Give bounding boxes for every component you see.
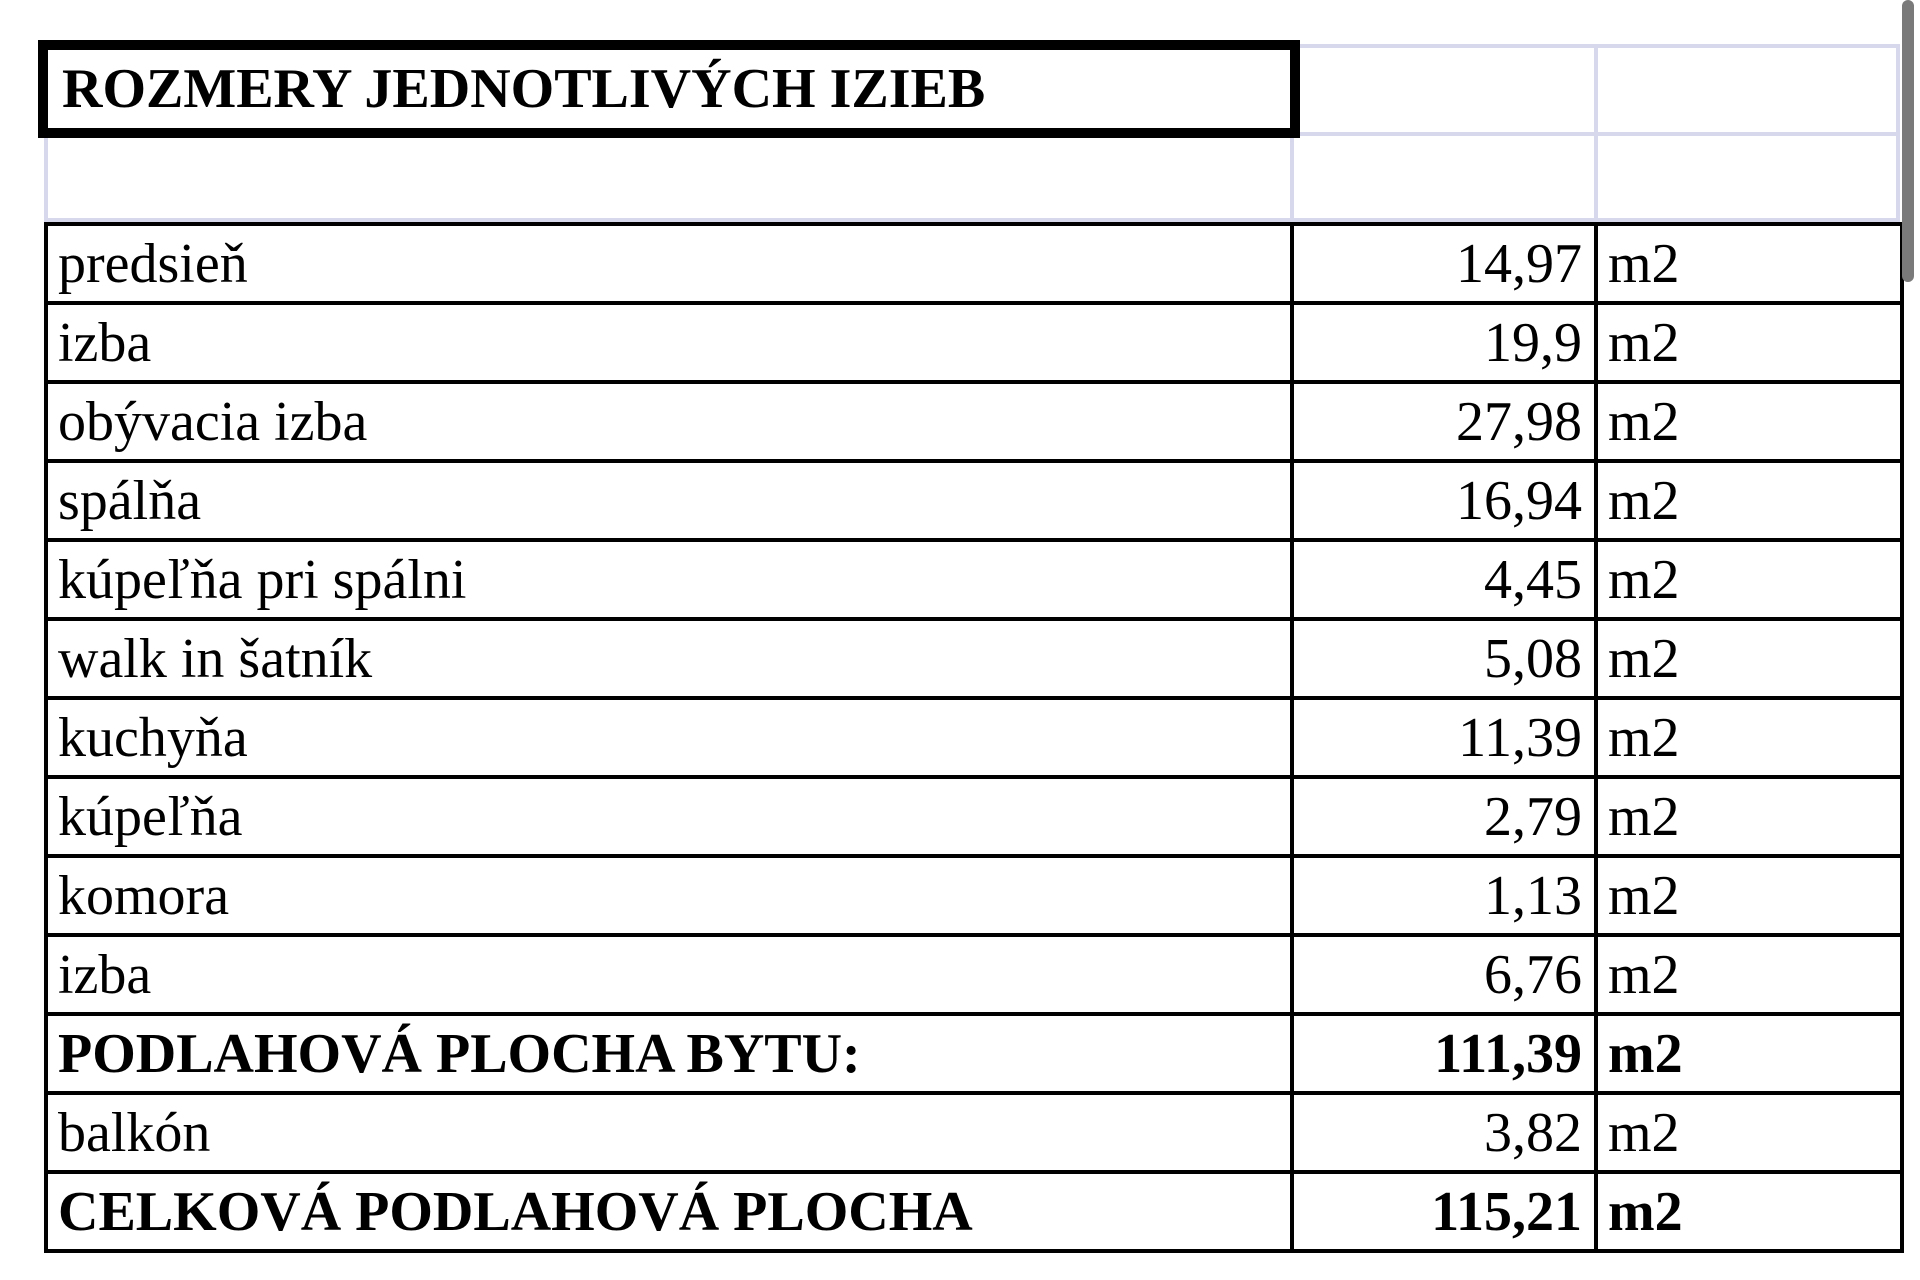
room-name-cell[interactable]: komora — [46, 856, 1292, 935]
unit-cell[interactable]: m2 — [1596, 619, 1902, 698]
room-area-cell[interactable]: 6,76 — [1292, 935, 1596, 1014]
room-name-cell[interactable]: predsieň — [46, 224, 1292, 303]
unit-cell[interactable]: m2 — [1596, 935, 1902, 1014]
table-row — [46, 303, 1902, 382]
room-area-cell[interactable]: 27,98 — [1292, 382, 1596, 461]
total-row — [46, 1172, 1902, 1251]
table-row — [46, 698, 1902, 777]
unit-cell[interactable]: m2 — [1596, 540, 1902, 619]
table-row — [46, 619, 1902, 698]
table-row — [46, 540, 1902, 619]
room-area-cell[interactable]: 3,82 — [1292, 1093, 1596, 1172]
room-name-cell[interactable]: obývacia izba — [46, 382, 1292, 461]
unit-cell[interactable]: m2 — [1596, 1014, 1902, 1093]
unit-cell[interactable]: m2 — [1596, 698, 1902, 777]
unit-cell[interactable]: m2 — [1596, 1172, 1902, 1251]
room-area-cell[interactable]: 2,79 — [1292, 777, 1596, 856]
table-row — [46, 935, 1902, 1014]
room-name-cell[interactable]: walk in šatník — [46, 619, 1292, 698]
unit-cell[interactable]: m2 — [1596, 303, 1902, 382]
table-row — [46, 1093, 1902, 1172]
header-empty-cell[interactable] — [44, 132, 1294, 222]
table-row — [46, 856, 1902, 935]
room-area-cell[interactable]: 4,45 — [1292, 540, 1596, 619]
room-name-cell[interactable]: kuchyňa — [46, 698, 1292, 777]
header-empty-cell[interactable] — [1290, 132, 1598, 222]
table-row — [46, 224, 1902, 303]
table-row — [46, 382, 1902, 461]
room-area-cell[interactable]: 5,08 — [1292, 619, 1596, 698]
unit-cell[interactable]: m2 — [1596, 461, 1902, 540]
unit-cell[interactable]: m2 — [1596, 856, 1902, 935]
room-dimensions-table — [44, 222, 1904, 1253]
room-area-cell[interactable]: 16,94 — [1292, 461, 1596, 540]
header-empty-cell[interactable] — [1290, 44, 1598, 136]
unit-cell[interactable]: m2 — [1596, 777, 1902, 856]
room-name-cell[interactable]: kúpeľňa pri spálni — [46, 540, 1292, 619]
unit-cell[interactable]: m2 — [1596, 1093, 1902, 1172]
subtotal-label-cell[interactable]: PODLAHOVÁ PLOCHA BYTU: — [46, 1014, 1292, 1093]
total-area-cell[interactable]: 115,21 — [1292, 1172, 1596, 1251]
room-name-cell[interactable]: izba — [46, 935, 1292, 1014]
table-row — [46, 777, 1902, 856]
unit-cell[interactable]: m2 — [1596, 224, 1902, 303]
room-area-cell[interactable]: 1,13 — [1292, 856, 1596, 935]
room-area-cell[interactable]: 19,9 — [1292, 303, 1596, 382]
room-area-cell[interactable]: 14,97 — [1292, 224, 1596, 303]
total-label-cell[interactable]: CELKOVÁ PODLAHOVÁ PLOCHA — [46, 1172, 1292, 1251]
room-name-cell[interactable]: kúpeľňa — [46, 777, 1292, 856]
subtotal-row — [46, 1014, 1902, 1093]
room-name-cell[interactable]: izba — [46, 303, 1292, 382]
header-empty-cell[interactable] — [1594, 132, 1900, 222]
room-name-cell[interactable]: balkón — [46, 1093, 1292, 1172]
table-title: ROZMERY JEDNOTLIVÝCH IZIEB — [38, 40, 1300, 138]
subtotal-area-cell[interactable]: 111,39 — [1292, 1014, 1596, 1093]
vertical-scrollbar[interactable] — [1902, 0, 1914, 282]
table-row — [46, 461, 1902, 540]
unit-cell[interactable]: m2 — [1596, 382, 1902, 461]
room-area-cell[interactable]: 11,39 — [1292, 698, 1596, 777]
header-empty-cell[interactable] — [1594, 44, 1900, 136]
room-name-cell[interactable]: spálňa — [46, 461, 1292, 540]
